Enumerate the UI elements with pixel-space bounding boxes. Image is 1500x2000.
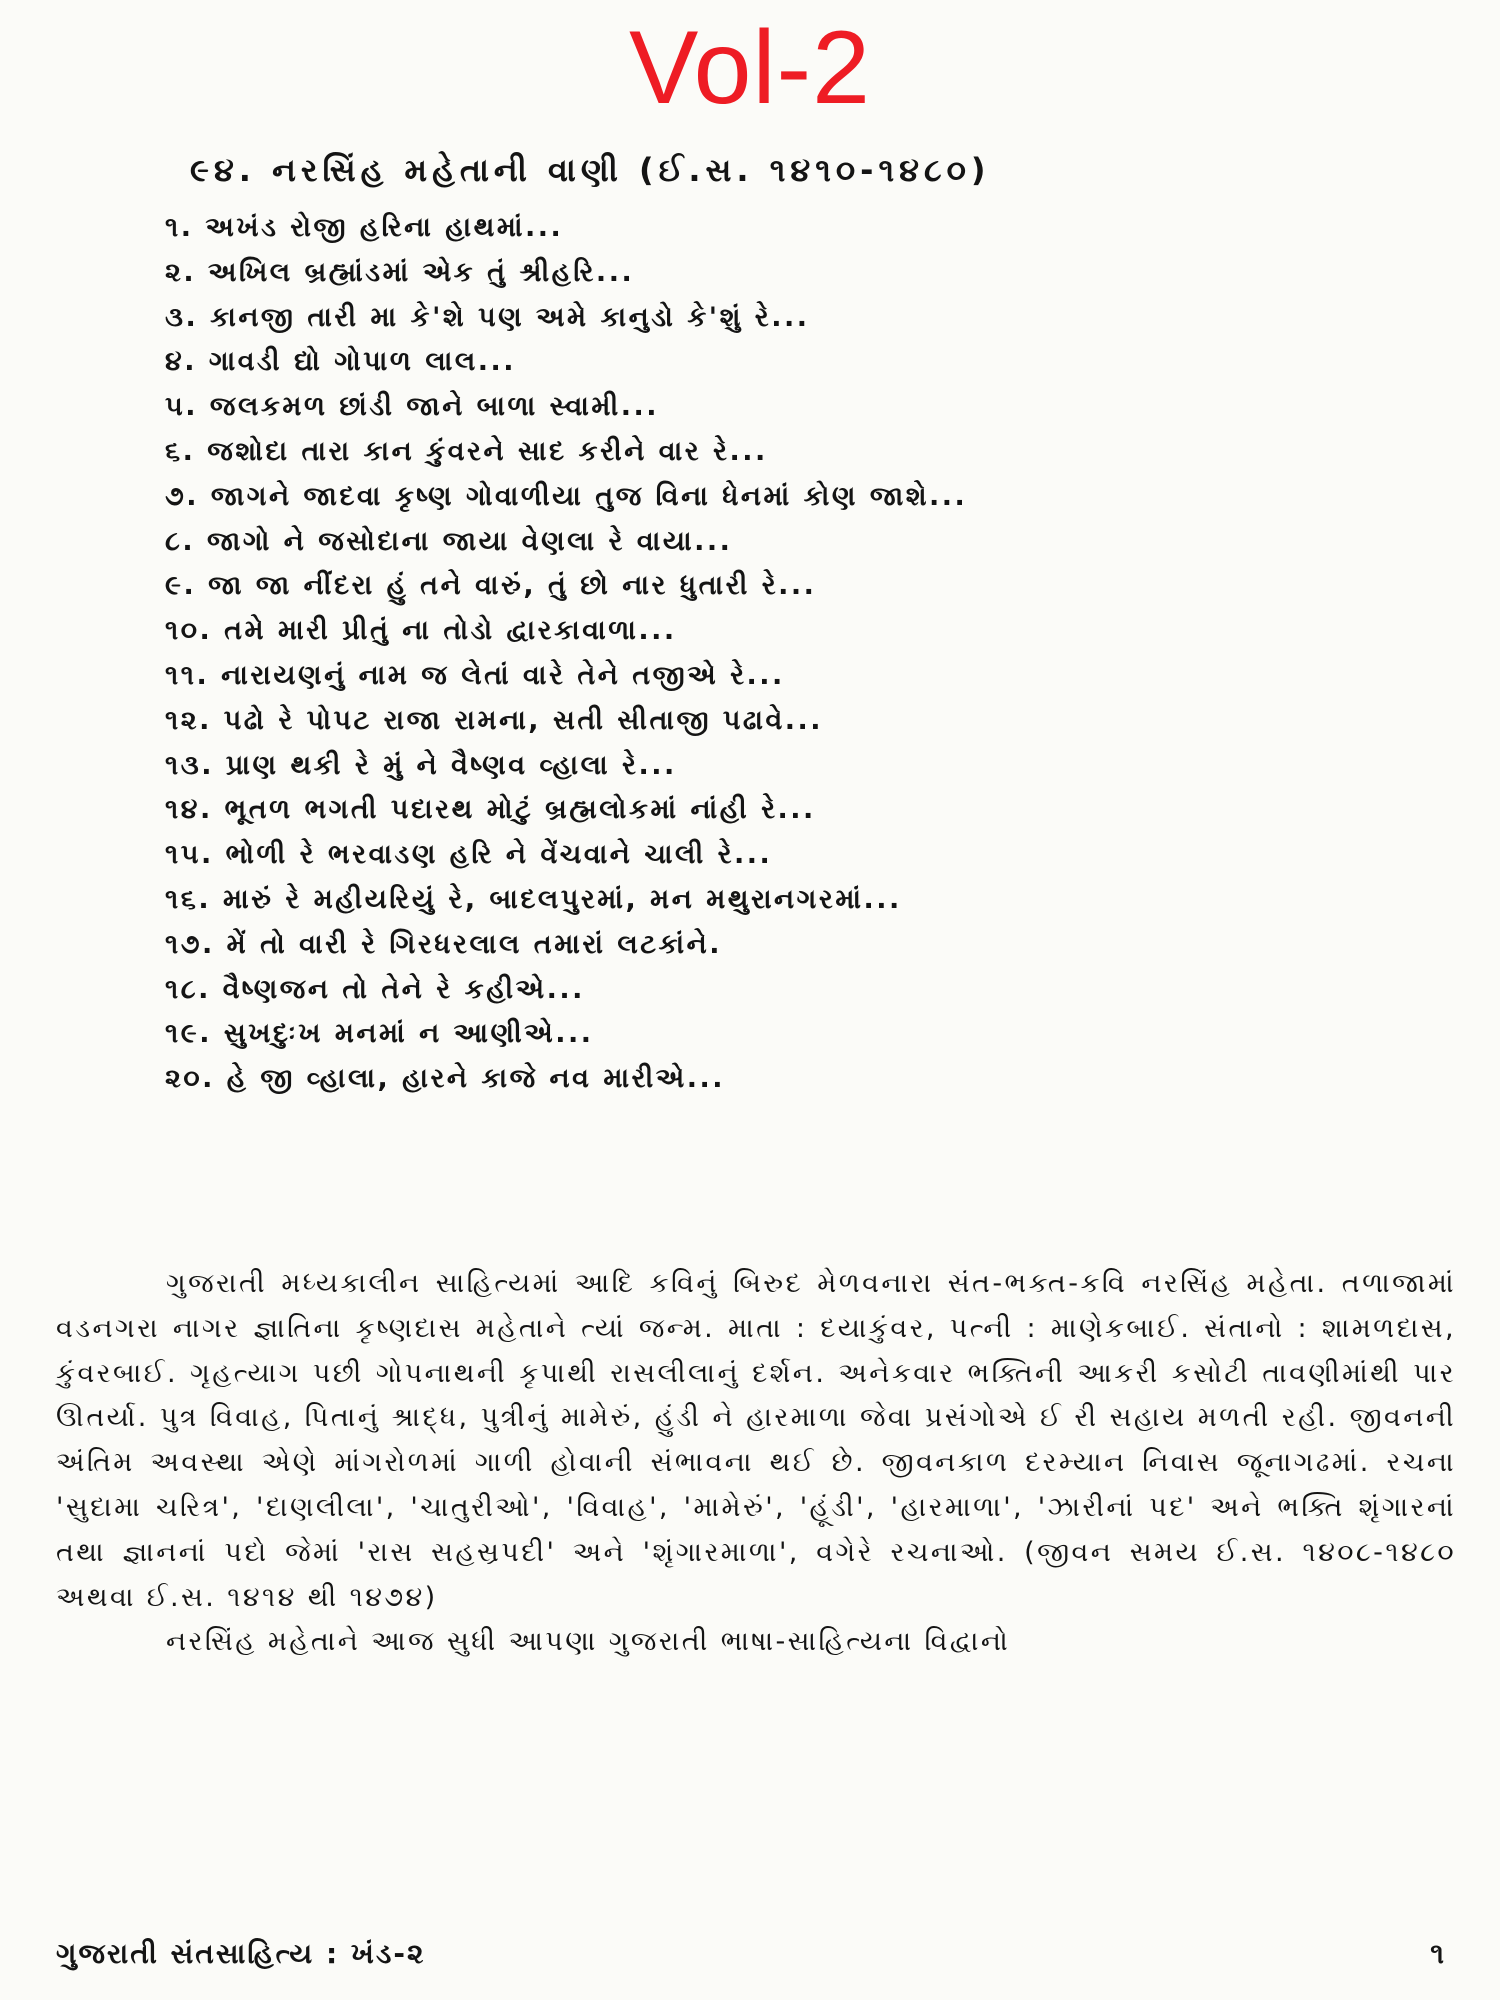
body-paragraph: ગુજરાતી મધ્યકાલીન સાહિત્યમાં આદિ કવિનું બિરુદ મેળવનારા સંત-ભક્ત-કવિ નરસિંહ મહેતા. તળાજામાં વડનગરા નાગર જ્ઞાતિના કૃષ્ણદાસ મહેતાને ત્યાં જન્મ. માતા : દયાકુંવર, પત્ની : માણેકબાઈ. સંતાનો : શામળદાસ, કુંવરબાઈ. ગૃહત્યાગ પછી ગોપનાથની કૃપાથી રાસલીલાનું દર્શન. અનેકવાર ભક્તિની આકરી કસોટી તાવણીમાંથી પાર ઊતર્યા. પુત્ર વિવાહ, પિતાનું શ્રાદ્ધ, પુત્રીનું મામેરું, હુંડી ને હારમાળા જેવા પ્રસંગોએ ઈ રી સહાય મળતી રહી. જીવનની અંતિમ અવસ્થા એણે માંગરોળમાં ગાળી હોવાની સંભાવના થઈ છે. જીવનકાળ દરમ્યાન નિવાસ જૂનાગઢમાં. રચના 'સુદામા ચરિત્ર', 'દાણલીલા', 'ચાતુરીઓ', 'વિવાહ', 'મામેરું', 'હૂંડી', 'હારમાળા', 'ઝારીનાં પદ' અને ભક્તિ શૃંગારનાં તથા જ્ઞાનનાં પદો જેમાં 'રાસ સહસ્રપદી' અને 'શૃંગારમાળા', વગેરે રચનાઓ. (જીવન સમય ઈ.સ. ૧૪૦૮-૧૪૮૦ અથવા ઈ.સ. ૧૪૧૪ થી ૧૪૭૪): [56, 1268, 1456, 1613]
song-item: ૯. જા જા નીંદરા હું તને વારું, તું છો નાર ધુતારી રે...: [165, 570, 817, 602]
song-item: ૪. ગાવડી દ્યો ગોપાળ લાલ...: [165, 346, 517, 378]
song-item: ૫. જલકમળ છાંડી જાને બાળા સ્વામી...: [165, 391, 659, 423]
song-item: ૧૩. પ્રાણ થકી રે મું ને વૈષ્ણવ વ્હાલા રે...: [165, 749, 677, 781]
body-paragraph: નરસિંહ મહેતાને આજ સુધી આપણા ગુજરાતી ભાષા-સાહિત્યના વિદ્વાનો: [166, 1626, 1011, 1658]
song-item: ૧૬. મારું રે મહીયરિયું રે, બાદલપુરમાં, મન મથુરાનગરમાં...: [165, 883, 902, 915]
song-item: ૧૭. મેં તો વારી રે ગિરધરલાલ તમારાં લટકાંને.: [165, 928, 723, 960]
song-item: ૭. જાગને જાદવા કૃષ્ણ ગોવાળીયા તુજ વિના ધેનમાં કોણ જાશે...: [165, 480, 968, 512]
song-item: ૧૯. સુખદુઃખ મનમાં ન આણીએ...: [165, 1018, 594, 1050]
song-item: ૧. અખંડ રોજી હરિના હાથમાં...: [165, 212, 564, 243]
section-heading: ૯૪. નરસિંહ મહેતાની વાણી (ઈ.સ. ૧૪૧૦-૧૪૮૦): [190, 151, 991, 189]
song-item: ૨. અખિલ બ્રહ્માંડમાં એક તું શ્રીહરિ...: [165, 256, 635, 288]
footer-book-title: ગુજરાતી સંતસાહિત્ય : ખંડ-૨: [56, 1937, 426, 1970]
song-item: ૧૦. તમે મારી પ્રીતું ના તોડો દ્વારકાવાળા...: [165, 615, 677, 647]
song-item: ૧૧. નારાયણનું નામ જ લેતાં વારે તેને તજીએ રે...: [165, 659, 785, 691]
song-list: [165, 206, 967, 1102]
song-item: ૧૫. ભોળી રે ભરવાડણ હરિ ને વેંચવાને ચાલી રે...: [165, 839, 773, 871]
song-item: ૧૪. ભૂતળ ભગતી પદારથ મોટું બ્રહ્મલોકમાં નાંહી રે...: [165, 794, 816, 826]
volume-stamp: Vol-2: [628, 10, 872, 126]
song-item: ૨૦. હે જી વ્હાલા, હારને કાજે નવ મારીએ...: [165, 1063, 725, 1095]
footer-page-number: ૧: [1430, 1937, 1444, 1970]
song-item: ૮. જાગો ને જસોદાના જાયા વેણલા રે વાયા...: [165, 525, 733, 557]
song-item: ૧૮. વૈષ્ણજન તો તેને રે કહીએ...: [165, 973, 585, 1005]
song-item: ૧૨. પઢો રે પોપટ રાજા રામના, સતી સીતાજી પઢાવે...: [165, 704, 824, 736]
body-text: [56, 1262, 1456, 1665]
song-item: ૬. જશોદા તારા કાન કુંવરને સાદ કરીને વાર રે...: [165, 435, 768, 467]
song-item: ૩. કાનજી તારી મા કે'શે પણ અમે કાનુડો કે'શું રે...: [165, 301, 810, 333]
